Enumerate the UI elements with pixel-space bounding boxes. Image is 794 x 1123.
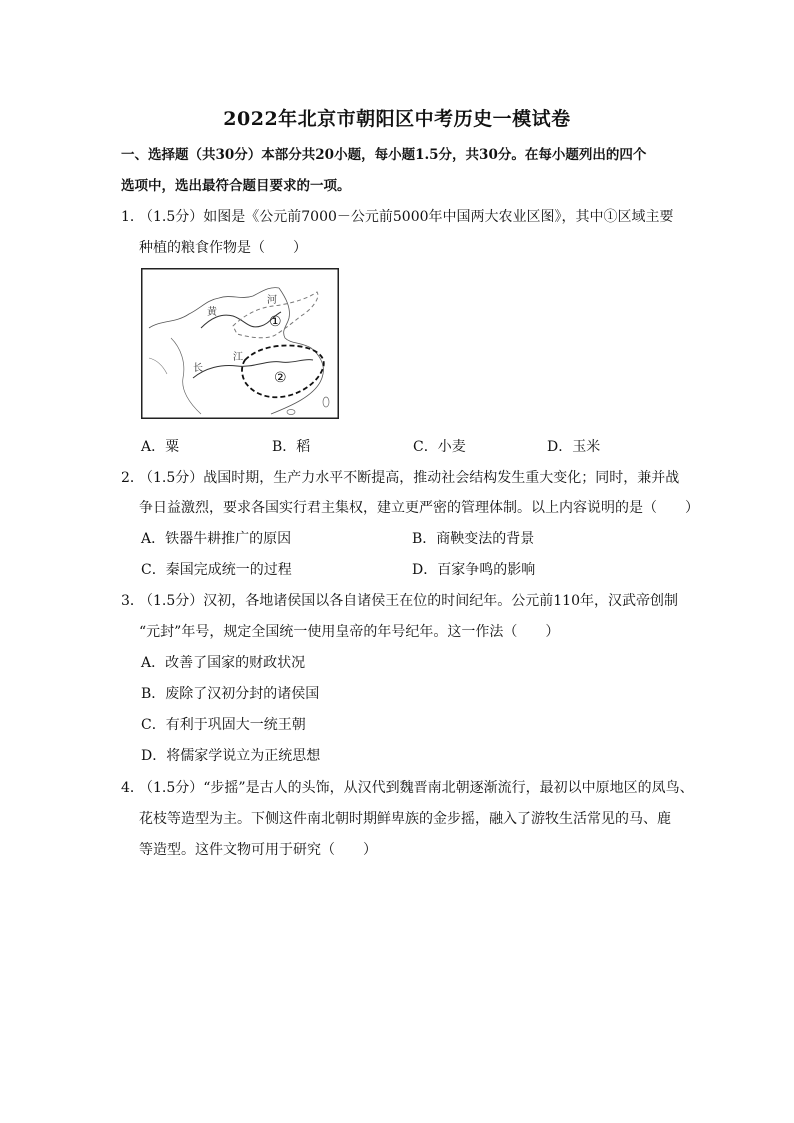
question-1-text-line-2: 种植的粮食作物是（ ）	[139, 240, 307, 256]
page-title: 2022年北京市朝阳区中考历史一模试卷	[223, 108, 571, 130]
question-1-option-d[interactable]: D．玉米	[547, 439, 601, 455]
question-2-option-a[interactable]: A．铁器牛耕推广的原因	[141, 531, 292, 547]
question-4-text-line-1: （1.5分）“步摇”是古人的头饰，从汉代到魏晋南北朝逐渐流行，最初以中原地区的凤鸟、	[139, 780, 694, 796]
question-3-option-a[interactable]: A．改善了国家的财政状况	[141, 655, 306, 671]
question-1-text-line-1: （1.5分）如图是《公元前7000－公元前5000年中国两大农业区图》，其中①区域主要	[139, 209, 674, 225]
question-1-number: 1．	[121, 209, 144, 225]
map-region-1-marker: ①	[269, 314, 282, 330]
question-1-option-a[interactable]: A．粟	[141, 439, 180, 455]
question-4-text-line-3: 等造型。这件文物可用于研究（ ）	[139, 842, 377, 858]
question-3-option-c[interactable]: C．有利于巩固大一统王朝	[141, 717, 306, 733]
agriculture-region-map	[141, 268, 339, 419]
section-header-line-2: 选项中，选出最符合题目要求的一项。	[121, 178, 351, 194]
question-3-number: 3．	[121, 593, 144, 609]
question-1-option-b[interactable]: B．稻	[272, 439, 311, 455]
map-region-2-marker: ②	[274, 370, 287, 386]
question-2-text-line-2: 争日益激烈，要求各国实行君主集权，建立更严密的管理体制。以上内容说明的是（ ）	[139, 500, 699, 516]
map-label-jiang: 江	[233, 352, 243, 363]
map-label-huang: 黄	[207, 307, 217, 318]
question-4-text-line-2: 花枝等造型为主。下侧这件南北朝时期鲜卑族的金步摇，融入了游牧生活常见的马、鹿	[139, 811, 671, 827]
question-4-number: 4．	[121, 780, 144, 796]
question-1-option-c[interactable]: C．小麦	[413, 439, 466, 455]
map-label-he: 河	[267, 295, 277, 306]
question-2-option-b[interactable]: B．商鞅变法的背景	[412, 531, 535, 547]
question-2-text-line-1: （1.5分）战国时期，生产力水平不断提高，推动社会结构发生重大变化；同时，兼并战	[139, 470, 680, 486]
question-2-option-d[interactable]: D．百家争鸣的影响	[412, 562, 536, 578]
map-label-chang: 长	[193, 363, 203, 374]
question-3-text-line-1: （1.5分）汉初，各地诸侯国以各自诸侯王在位的时间纪年。公元前110年，汉武帝创制	[139, 593, 678, 609]
question-3-option-d[interactable]: D．将儒家学说立为正统思想	[141, 748, 321, 764]
section-header-line-1: 一、选择题（共30分）本部分共20小题，每小题1.5分，共30分。在每小题列出的四个	[121, 147, 647, 163]
question-2-number: 2．	[121, 470, 144, 486]
question-3-option-b[interactable]: B．废除了汉初分封的诸侯国	[141, 686, 320, 702]
question-2-option-c[interactable]: C．秦国完成统一的过程	[141, 562, 292, 578]
question-3-text-line-2: “元封”年号，规定全国统一使用皇帝的年号纪年。这一作法（ ）	[139, 624, 560, 640]
